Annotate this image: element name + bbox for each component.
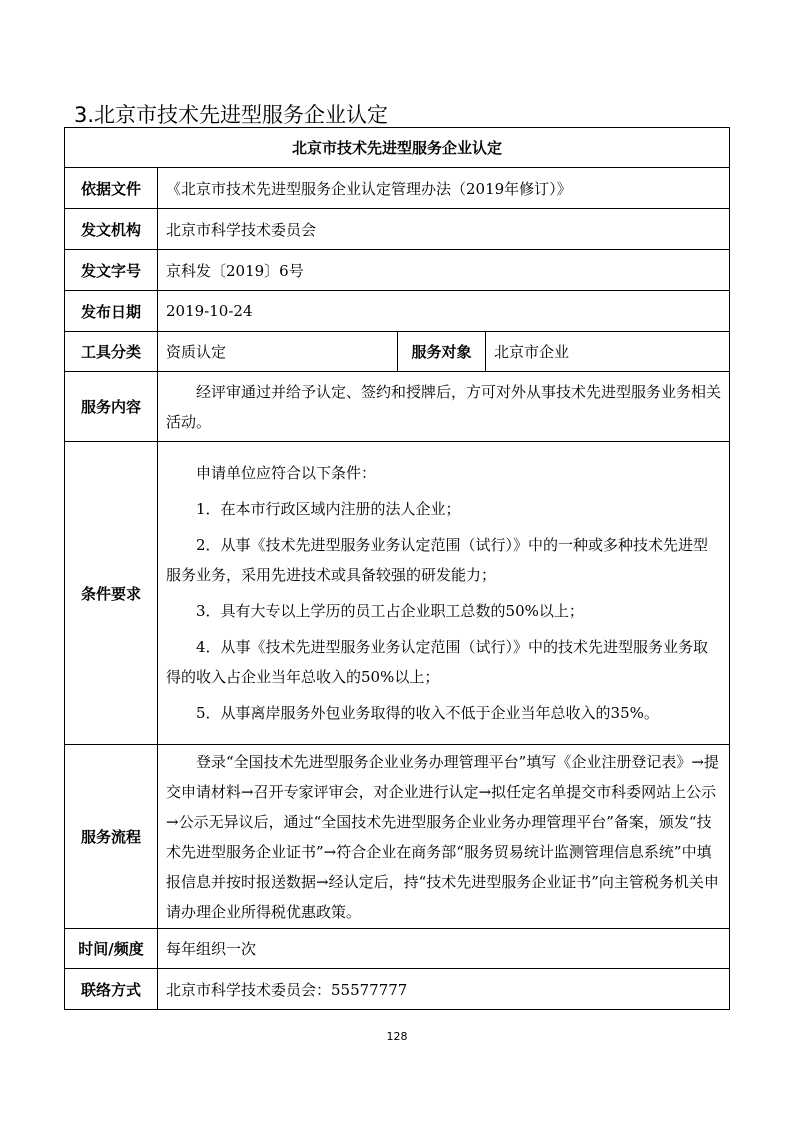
content-value: 经评审通过并给予认定、签约和授牌后，方可对外从事技术先进型服务业务相关活动。 bbox=[158, 372, 730, 442]
date-label: 发布日期 bbox=[65, 291, 158, 332]
basis-label: 依据文件 bbox=[65, 168, 158, 209]
contact-value: 北京市科学技术委员会：55577777 bbox=[158, 969, 730, 1010]
issuer-value: 北京市科学技术委员会 bbox=[158, 209, 730, 250]
page-number: 128 bbox=[386, 1030, 408, 1043]
condition-item: 4．从事《技术先进型服务业务认定范围（试行）》中的技术先进型服务业务取得的收入占企业当年总收入的50%以上； bbox=[166, 638, 709, 686]
table-title: 北京市技术先进型服务企业认定 bbox=[65, 128, 730, 168]
table-row-frequency bbox=[65, 929, 730, 969]
docno-label: 发文字号 bbox=[65, 250, 158, 291]
tool-value: 资质认定 bbox=[158, 332, 398, 372]
target-value: 北京市企业 bbox=[486, 332, 730, 372]
table-row-content bbox=[65, 372, 730, 442]
table-row-date bbox=[65, 291, 730, 332]
tool-label: 工具分类 bbox=[65, 332, 158, 372]
table-row-tool bbox=[65, 332, 730, 372]
table-row-contact bbox=[65, 969, 730, 1010]
basis-value: 《北京市技术先进型服务企业认定管理办法（2019年修订）》 bbox=[158, 168, 730, 209]
conditions-label: 条件要求 bbox=[65, 442, 158, 745]
process-label: 服务流程 bbox=[65, 745, 158, 929]
condition-item: 2．从事《技术先进型服务业务认定范围（试行）》中的一种或多种技术先进型服务业务，采用先进技术或具备较强的研发能力； bbox=[166, 536, 709, 584]
condition-item: 1．在本市行政区域内注册的法人企业； bbox=[196, 500, 461, 518]
contact-label: 联络方式 bbox=[65, 969, 158, 1010]
service-table bbox=[64, 127, 730, 1010]
condition-item: 3．具有大专以上学历的员工占企业职工总数的50%以上； bbox=[196, 602, 584, 620]
condition-item: 5．从事离岸服务外包业务取得的收入不低于企业当年总收入的35%。 bbox=[196, 704, 659, 722]
issuer-label: 发文机构 bbox=[65, 209, 158, 250]
section-heading: 3.北京市技术先进型服务企业认定 bbox=[74, 103, 389, 127]
frequency-label: 时间/频度 bbox=[65, 929, 158, 969]
table-row-basis bbox=[65, 168, 730, 209]
docno-value: 京科发〔2019〕6号 bbox=[158, 250, 730, 291]
frequency-value: 每年组织一次 bbox=[158, 929, 730, 969]
table-title-row bbox=[65, 128, 730, 168]
content-label: 服务内容 bbox=[65, 372, 158, 442]
table-row-conditions bbox=[65, 442, 730, 745]
conditions-cell bbox=[158, 442, 730, 745]
target-label: 服务对象 bbox=[398, 332, 486, 372]
process-value: 登录“全国技术先进型服务企业业务办理管理平台”填写《企业注册登记表》→提交申请材料→召开专家评审会，对企业进行认定→拟任定名单提交市科委网站上公示→公示无异议后，通过“全国技术先进型服务企业业务办理管理平台”备案，颁发“技术先进型服务企业证书”→符合企业在商务部“服务贸易统计监测管理信息系统”中填报信息并按时报送数据→经认定后，持“技术先进型服务企业证书”向主管税务机关申请办理企业所得税优惠政策。 bbox=[158, 745, 730, 929]
conditions-intro: 申请单位应符合以下条件： bbox=[196, 464, 377, 482]
table-row-process bbox=[65, 745, 730, 929]
table-row-docno bbox=[65, 250, 730, 291]
table-row-issuer bbox=[65, 209, 730, 250]
date-value: 2019-10-24 bbox=[158, 291, 730, 332]
